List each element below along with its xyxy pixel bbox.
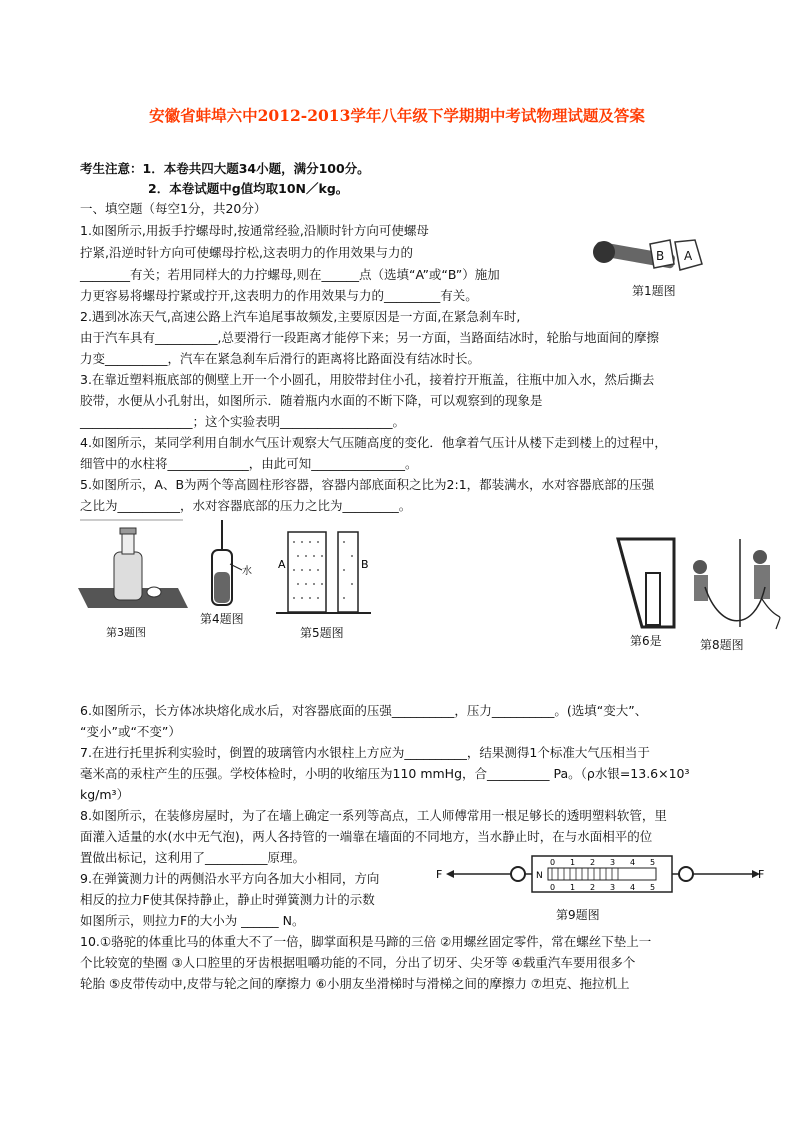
- figure-3-caption: 第3题图: [106, 626, 146, 639]
- scale-num-5b: 5: [650, 883, 656, 892]
- section-heading: 一、填空题（每空1分，共20分）: [80, 201, 267, 216]
- scale-num-3b: 3: [610, 883, 616, 892]
- figure-9-caption: 第9题图: [556, 908, 600, 922]
- scale-num-3: 3: [610, 858, 616, 867]
- scale-num-2b: 2: [590, 883, 596, 892]
- scale-num-1b: 1: [570, 883, 576, 892]
- document-title: 安徽省蚌埠六中2012-2013学年八年级下学期期中考试物理试题及答案: [149, 106, 645, 125]
- scale-num-4b: 4: [630, 883, 636, 892]
- scale-num-4: 4: [630, 858, 636, 867]
- figure-1-caption: 第1题图: [632, 284, 676, 298]
- scale-num-2: 2: [590, 858, 596, 867]
- label-container-b: B: [361, 558, 369, 571]
- figure-4-caption: 第4题图: [200, 612, 244, 626]
- figure-6-caption: 第6是: [630, 634, 662, 648]
- spring-scale-figure: [436, 852, 766, 904]
- figure-8-caption: 第8题图: [700, 638, 744, 652]
- unit-label: N: [536, 871, 543, 881]
- workers-figure: [680, 537, 790, 637]
- force-label-right: F: [758, 868, 765, 881]
- notice-line-2: 2．本卷试题中g值均取10N／kg。: [148, 181, 349, 196]
- barometer-figure: [200, 520, 260, 612]
- scale-num-0b: 0: [550, 883, 556, 892]
- figure-5-caption: 第5题图: [300, 626, 344, 640]
- label-container-a: A: [278, 558, 286, 571]
- scale-num-0: 0: [550, 858, 556, 867]
- label-b: B: [656, 249, 665, 263]
- label-a: A: [684, 249, 693, 263]
- container-figure: [616, 537, 676, 632]
- scale-num-5: 5: [650, 858, 656, 867]
- label-water: 水: [242, 566, 252, 577]
- notice-line-1: 考生注意：1．本卷共四大题34小题，满分100分。: [80, 161, 370, 176]
- cylinders-figure: [266, 528, 376, 623]
- force-label-left: F: [436, 868, 443, 881]
- bottle-figure: [78, 518, 188, 638]
- wrench-figure: [590, 230, 710, 290]
- scale-num-1: 1: [570, 858, 576, 867]
